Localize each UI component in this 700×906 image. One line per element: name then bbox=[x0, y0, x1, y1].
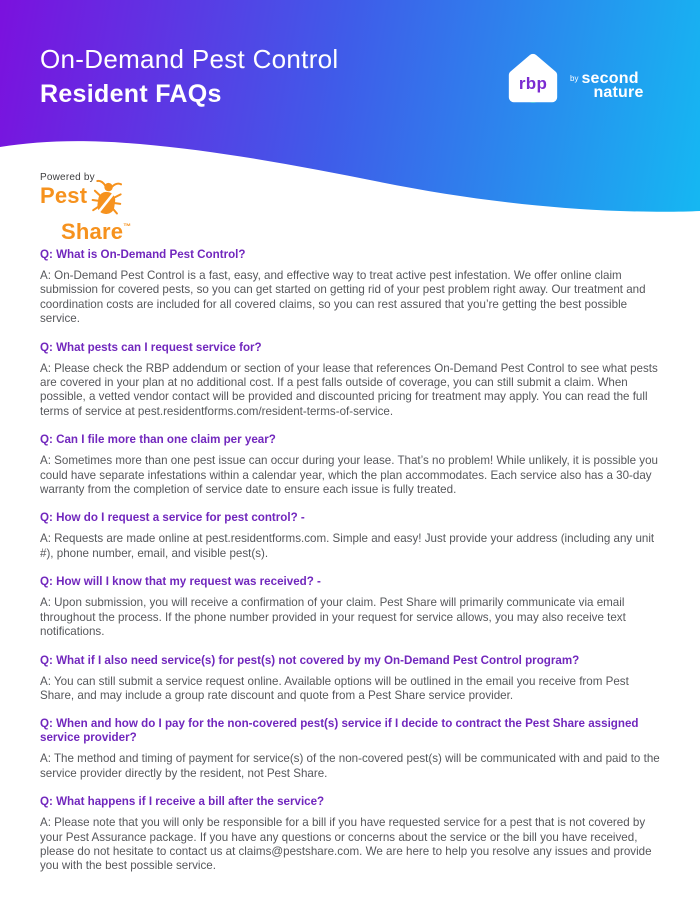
faq-answer: A: Requests are made online at pest.residentforms.com. Simple and easy! Just provide your address (including any unit #), phone number, email, and visible pest(s). bbox=[40, 532, 655, 560]
faq-item bbox=[40, 248, 661, 327]
faq-answer: A: Please check the RBP addendum or section of your lease that references On-Demand Pest Control to see what pests are covered in your plan at no additional cost. If a pest falls outside of coverage, you can still submit a claim. When possible, a vetted vendor contact will be provided and discounted pricing for treatment may apply. You can read the full terms of service at pest.residentforms.com/resident-terms-of-service. bbox=[40, 361, 658, 418]
second-label: second bbox=[581, 69, 639, 87]
trademark-symbol: ™ bbox=[123, 222, 132, 231]
nature-label: nature bbox=[593, 83, 644, 101]
pest-share-logo bbox=[40, 172, 131, 242]
faq-question: Q: What is On-Demand Pest Control? bbox=[40, 248, 246, 261]
faq-question: Q: Can I file more than one claim per year? bbox=[40, 433, 276, 447]
powered-by-label: Powered by bbox=[40, 172, 95, 183]
faq-question: Q: What if I also need service(s) for pest(s) not covered by my On-Demand Pest Control program? bbox=[40, 653, 580, 667]
faq-list bbox=[40, 248, 661, 888]
beetle-icon bbox=[90, 177, 125, 219]
page-title bbox=[40, 44, 339, 108]
faq-question: Q: What pests can I request service for? bbox=[40, 340, 262, 354]
rbp-wordmark: rbp bbox=[518, 74, 548, 93]
second-nature-wordmark bbox=[570, 59, 644, 100]
faq-question: Q: When and how do I pay for the non-covered pest(s) service if I decide to contract the Pest Share assigned service provider? bbox=[40, 717, 639, 745]
faq-question: Q: What happens if I receive a bill after the service? bbox=[40, 795, 325, 809]
faq-item bbox=[40, 341, 661, 420]
faq-answer: A: Sometimes more than one pest issue can occur during your lease. That’s no problem! While unlikely, it is possible you could have separate infestations within a calendar year, which the plan accommodates. Each service also has a 30-day warranty from the completion of service date to ensure each issue is fully treated. bbox=[40, 454, 658, 497]
share-label: Share™ bbox=[61, 219, 132, 244]
faq-item bbox=[40, 717, 661, 781]
rbp-second-nature-logo bbox=[504, 50, 644, 108]
faq-question: Q: How will I know that my request was received? - bbox=[40, 575, 321, 589]
rbp-badge-icon bbox=[504, 50, 562, 108]
page-title-line2: Resident FAQs bbox=[40, 80, 222, 108]
faq-answer: A: You can still submit a service request online. Available options will be outlined in the email you receive from Pest Share, and may include a group rate discount and quote from a Pest Share service provider. bbox=[40, 674, 629, 702]
faq-item bbox=[40, 654, 661, 704]
page-title-line1: On-Demand Pest Control bbox=[40, 44, 339, 74]
faq-item bbox=[40, 511, 661, 561]
faq-answer: A: Upon submission, you will receive a confirmation of your claim. Pest Share will primarily communicate via email throughout the process. If the phone number provided in your request for service allows, you may also receive text notifications. bbox=[40, 596, 626, 639]
faq-answer: A: On-Demand Pest Control is a fast, easy, and effective way to treat active pest infestation. We offer online claim submission for covered pests, so you can get started on getting rid of your pest problem right away. Our treatment and coordination costs are included for all covered claims, so you can rest assured that you’re getting the best possible service. bbox=[40, 269, 646, 326]
faq-item bbox=[40, 575, 661, 639]
pest-label: Pest bbox=[40, 183, 88, 208]
faq-answer: A: Please note that you will only be responsible for a bill if you have requested service for a pest that is not covered by your Pest Assurance package. If you have any questions or concerns about the service or the bill you have received, please do not hesitate to contact us at claims@pestshare.com. We are here to help you resolve any issues and provide you with the best possible service. bbox=[40, 816, 652, 873]
faq-answer: A: The method and timing of payment for service(s) of the non-covered pest(s) will be communicated with and paid to the service provider directly by the resident, not Pest Share. bbox=[40, 752, 660, 780]
faq-item bbox=[40, 433, 661, 497]
faq-question: Q: How do I request a service for pest control? - bbox=[40, 511, 305, 525]
faq-item bbox=[40, 795, 661, 874]
by-label: by bbox=[570, 73, 579, 83]
